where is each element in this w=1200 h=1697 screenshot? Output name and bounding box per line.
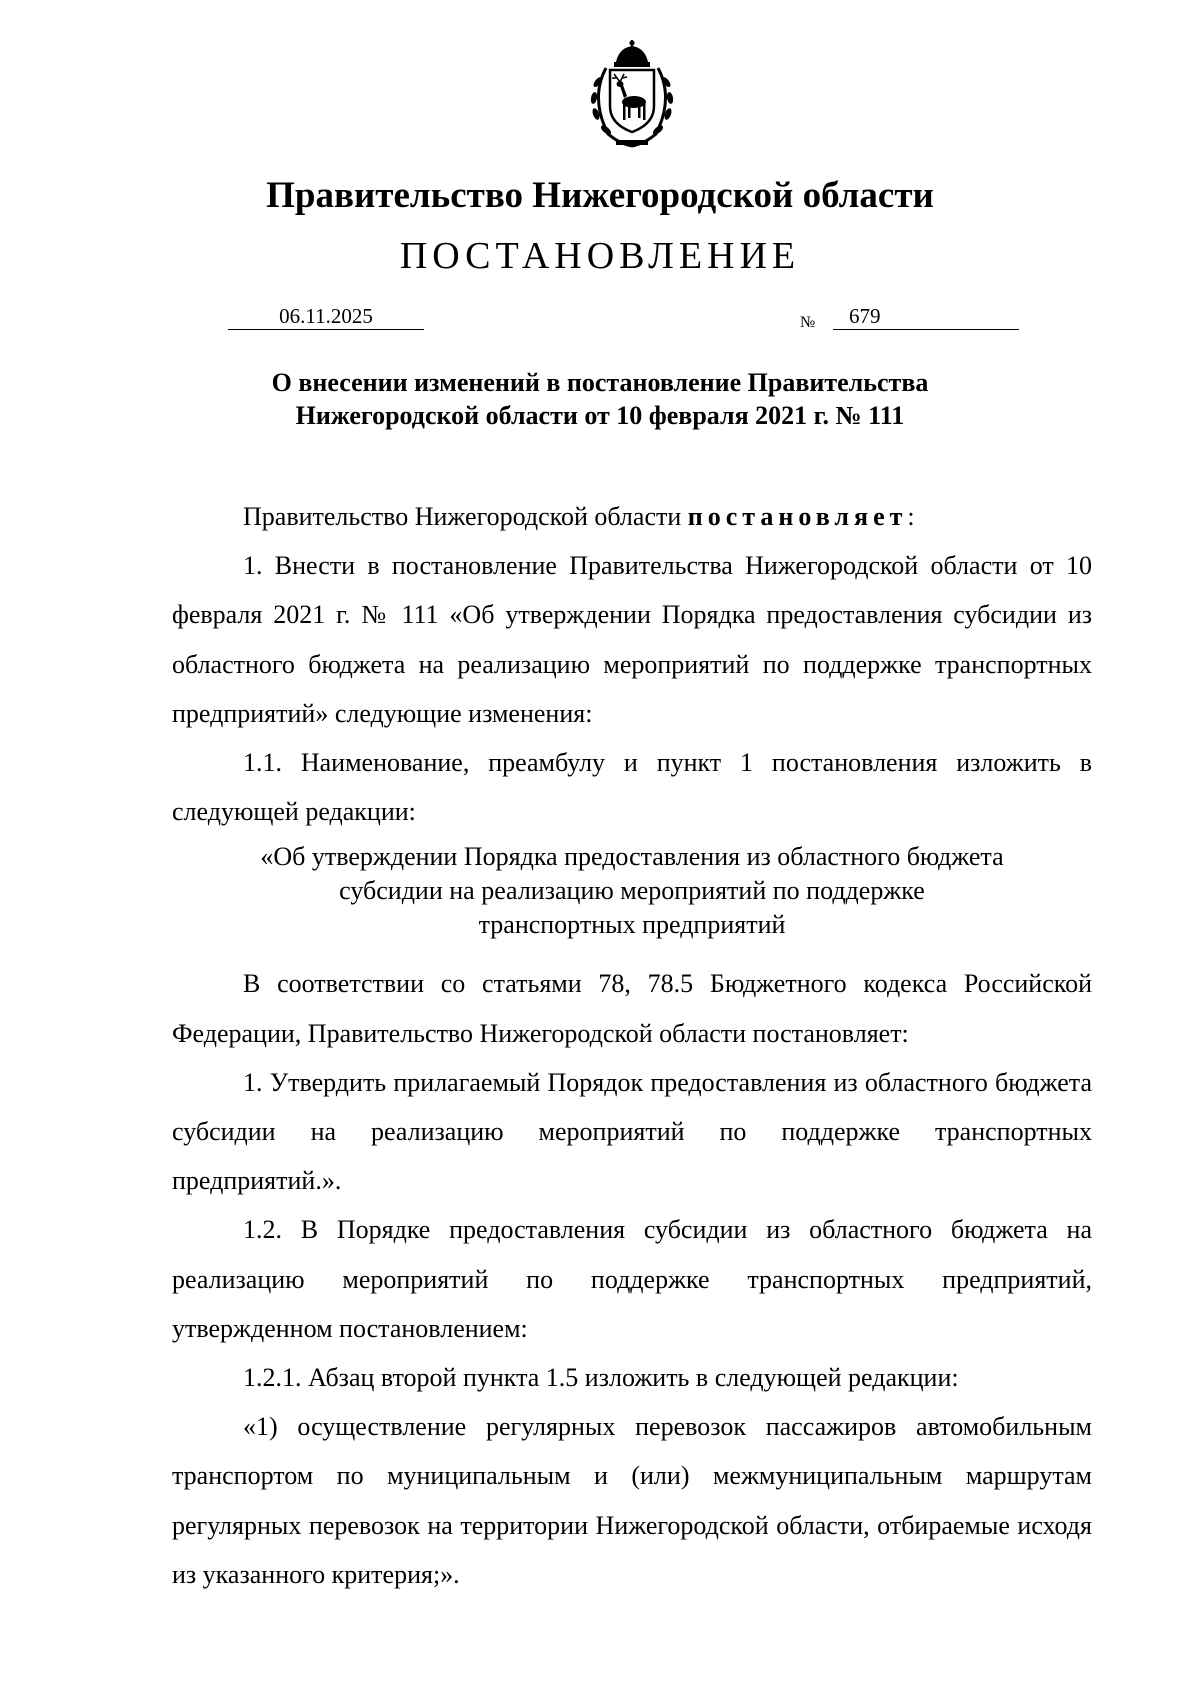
paragraph-1-2-1: 1.2.1. Абзац второй пункта 1.5 изложить в следующей редакции: [243,1363,959,1393]
intro-prefix: Правительство Нижегородской области [243,502,688,531]
document-body [172,492,1092,1599]
intro-verb: постановляет [687,502,908,531]
paragraph-1-2: 1.2. В Порядке предоставления субсидии из областного бюджета на реализацию мероприятий по поддержке транспортных предприятий, утвержденном постановлением: [172,1215,1092,1343]
decree-number: 679 [849,304,881,328]
paragraph-1-1: 1.1. Наименование, преамбулу и пункт 1 постановления изложить в следующей редакции: [172,748,1092,827]
coat-of-arms-emblem [576,40,688,150]
intro-paragraph [172,492,1092,541]
quote-line-1: «Об утверждении Порядка предоставления из областного бюджета [260,842,1004,872]
intro-suffix: : [907,502,915,531]
decree-subject [0,366,1200,432]
decree-number-field [833,303,1019,330]
paragraph-1: 1. Внести в постановление Правительства Нижегородской области от 10 февраля 2021 г. № 111 «Об утверждении Порядка предоставления субсидии из областного бюджета на реализацию мероприятий по поддержке транспортных предприятий» следующие изменения: [172,551,1092,728]
approve-paragraph: 1. Утвердить прилагаемый Порядок предоставления из областного бюджета субсидии на реализацию мероприятий по поддержке транспортных предприятий.». [172,1067,1092,1196]
government-title: Правительство Нижегородской области [266,175,934,216]
quoted-title [172,840,1092,942]
number-sign: № [800,314,816,331]
document-type: ПОСТАНОВЛЕНИЕ [399,235,801,277]
decree-date: 06.11.2025 [228,303,424,330]
item-1-paragraph: «1) осуществление регулярных перевозок пассажиров автомобильным транспортом по муниципальным и (или) межмуниципальным маршрутам регулярных перевозок на территории Нижегородской области, отбираемые исходя из указанного критерия;». [172,1412,1092,1589]
quote-line-2: субсидии на реализацию мероприятий по поддержке [339,876,925,906]
quote-line-3: транспортных предприятий [478,910,786,940]
subject-line-1: О внесении изменений в постановление Правительства [271,368,929,397]
subject-line-2: Нижегородской области от 10 февраля 2021 г. № 111 [295,401,905,430]
preamble-paragraph: В соответствии со статьями 78, 78.5 Бюджетного кодекса Российской Федерации, Правительство Нижегородской области постановляет: [172,969,1092,1048]
